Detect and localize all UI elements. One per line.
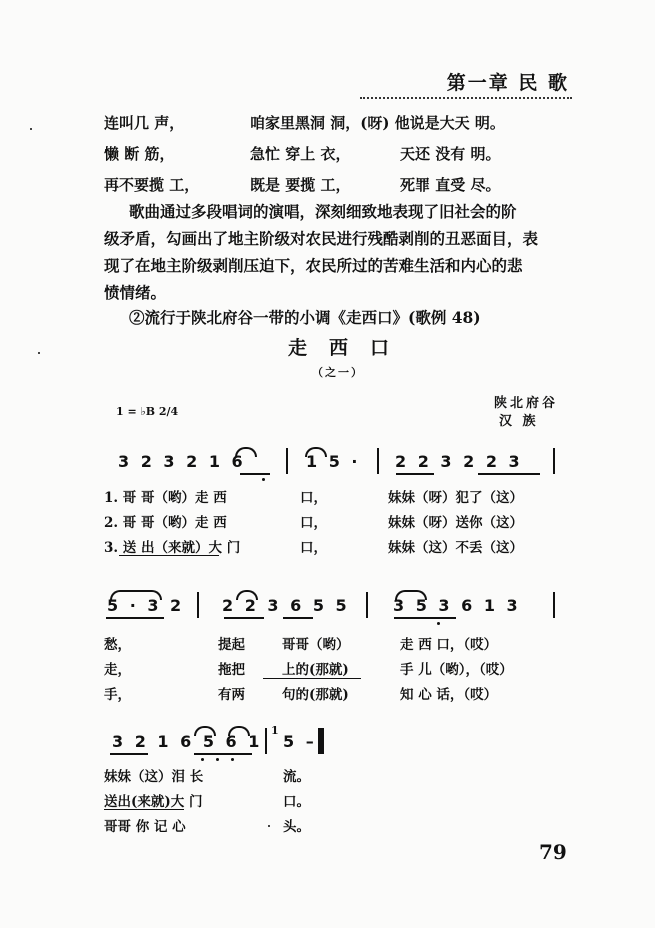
lyric-s1-v1-c: 妹妹（呀）犯了（这） <box>388 490 523 506</box>
lyric-s1-v2-b: 口， <box>300 515 327 531</box>
beam-underline <box>110 753 148 755</box>
lyric-s1-v1-b: 口， <box>300 490 327 506</box>
lyric-s1-v3-c: 妹妹（这）不丢（这） <box>388 540 523 556</box>
notes-s2-m1: 5 · 3 2 <box>107 596 185 615</box>
header-rule <box>360 97 572 99</box>
verse-line-1a: 连叫几 声， <box>104 114 185 132</box>
lyric-underline <box>104 809 184 810</box>
lyric-s2-v3-c: 句的(那就) <box>282 687 349 703</box>
barline <box>286 448 288 474</box>
beam-underline <box>194 753 252 755</box>
lyric-s2-v2-c: 上的(那就) <box>282 662 349 678</box>
lyric-s3-v1-b: 流。 <box>283 769 310 785</box>
verse-line-3b: 既是 要揽 工， <box>250 176 351 194</box>
beam-underline <box>478 473 540 475</box>
notes-s2-m2: 2 2 3 6 5 5 <box>222 596 350 615</box>
slur-mark <box>194 726 216 736</box>
verse-line-3c: 死罪 直受 尽。 <box>400 176 501 194</box>
lyric-s1-v3-b: 口， <box>300 540 327 556</box>
beam-underline <box>224 617 264 619</box>
beam-underline <box>396 473 434 475</box>
barline <box>197 592 199 618</box>
verse-line-3a: 再不要揽 工， <box>104 176 200 194</box>
beam-underline <box>106 617 164 619</box>
lyric-underline <box>119 555 219 556</box>
lyric-s2-v2-b: 拖把 <box>218 662 245 678</box>
octave-dot <box>201 758 204 761</box>
scan-speck <box>30 128 32 130</box>
lyric-s2-v2-d: 手 儿（哟），（哎） <box>400 662 513 678</box>
page-number: 79 <box>539 840 567 864</box>
scan-speck <box>38 352 40 354</box>
barline <box>366 592 368 618</box>
paragraph-line-3: 现了在地主阶级剥削压迫下，农民所过的苦难生活和内心的悲 <box>104 256 523 275</box>
final-barline <box>318 728 324 754</box>
octave-dot <box>437 622 440 625</box>
scan-speck <box>268 825 270 827</box>
chapter-header: 第一章 民 歌 <box>446 72 569 94</box>
octave-dot <box>262 478 265 481</box>
verse-line-2a: 懒 断 筋， <box>104 145 175 163</box>
slur-mark <box>235 447 257 457</box>
barline <box>377 448 379 474</box>
beam-underline <box>394 617 456 619</box>
lyric-s1-v1-a: 1. 哥 哥（哟）走 西 <box>104 490 227 506</box>
slur-mark <box>228 726 250 736</box>
paragraph-line-1: 歌曲通过多段唱词的演唱，深刻细致地表现了旧社会的阶 <box>129 202 517 221</box>
song-origin-region: 陕北府谷 <box>494 396 559 411</box>
notes-s3-m2: 5 – <box>283 732 317 751</box>
lyric-s2-v1-a: 愁， <box>104 637 131 653</box>
beam-underline <box>240 473 270 475</box>
lyric-s2-v3-d: 知 心 话，（哎） <box>400 687 498 703</box>
lyric-s3-v1-a: 妹妹（这）泪 长 <box>104 769 204 785</box>
notes-s1-m1: 3 2 3 2 1 6 <box>118 452 246 471</box>
verse-line-1b: 咱家里黑洞 洞，(呀) 他说是大天 明。 <box>250 114 505 132</box>
barline <box>553 448 555 474</box>
paragraph-line-4: 愤情绪。 <box>104 283 167 302</box>
notes-s2-m3: 3 5 3 6 1 3 <box>393 596 521 615</box>
lyric-underline <box>263 678 361 679</box>
grace-note: 1 <box>271 724 279 737</box>
key-signature: 1 = ♭B 2/4 <box>116 405 179 418</box>
paragraph-line-2: 级矛盾，勾画出了地主阶级对农民进行残酷剥削的丑恶面目，表 <box>104 229 539 248</box>
notes-s3-m1: 3 2 1 6 5 6 1 <box>112 732 263 751</box>
lyric-s2-v1-d: 走 西 口，（哎） <box>400 637 498 653</box>
lyric-s2-v3-a: 手， <box>104 687 131 703</box>
lyric-s3-v3-b: 头。 <box>283 819 310 835</box>
lyric-s2-v2-a: 走， <box>104 662 131 678</box>
lyric-s2-v1-b: 提起 <box>218 637 245 653</box>
barline <box>265 728 267 754</box>
song-title: 走西口 <box>288 337 412 359</box>
barline <box>553 592 555 618</box>
example-intro: ②流行于陕北府谷一带的小调《走西口》(歌例 48) <box>129 308 481 327</box>
verse-line-2b: 急忙 穿上 衣， <box>250 145 351 163</box>
notes-s1-m3: 2 2 3 2 2 3 <box>395 452 523 471</box>
lyric-s1-v2-c: 妹妹（呀）送你（这） <box>388 515 523 531</box>
notes-s1-m2: 1 5 · <box>306 452 361 471</box>
verse-line-2c: 天还 没有 明。 <box>400 145 501 163</box>
lyric-s1-v2-a: 2. 哥 哥（哟）走 西 <box>104 515 227 531</box>
lyric-s2-v3-b: 有两 <box>218 687 245 703</box>
lyric-s3-v3-a: 哥哥 你 记 心 <box>104 819 186 835</box>
song-subtitle: （之一） <box>312 366 364 379</box>
lyric-s1-v3-a: 3. 送 出（来就）大 门 <box>104 540 241 556</box>
beam-underline <box>283 617 313 619</box>
lyric-s3-v2-b: 口。 <box>283 794 310 810</box>
song-origin-ethnicity: 汉 族 <box>499 414 539 429</box>
octave-dot <box>216 758 219 761</box>
lyric-s2-v1-c: 哥哥（哟） <box>282 637 350 653</box>
octave-dot <box>231 758 234 761</box>
lyric-s3-v2-a: 送出(来就)大 门 <box>104 794 203 810</box>
